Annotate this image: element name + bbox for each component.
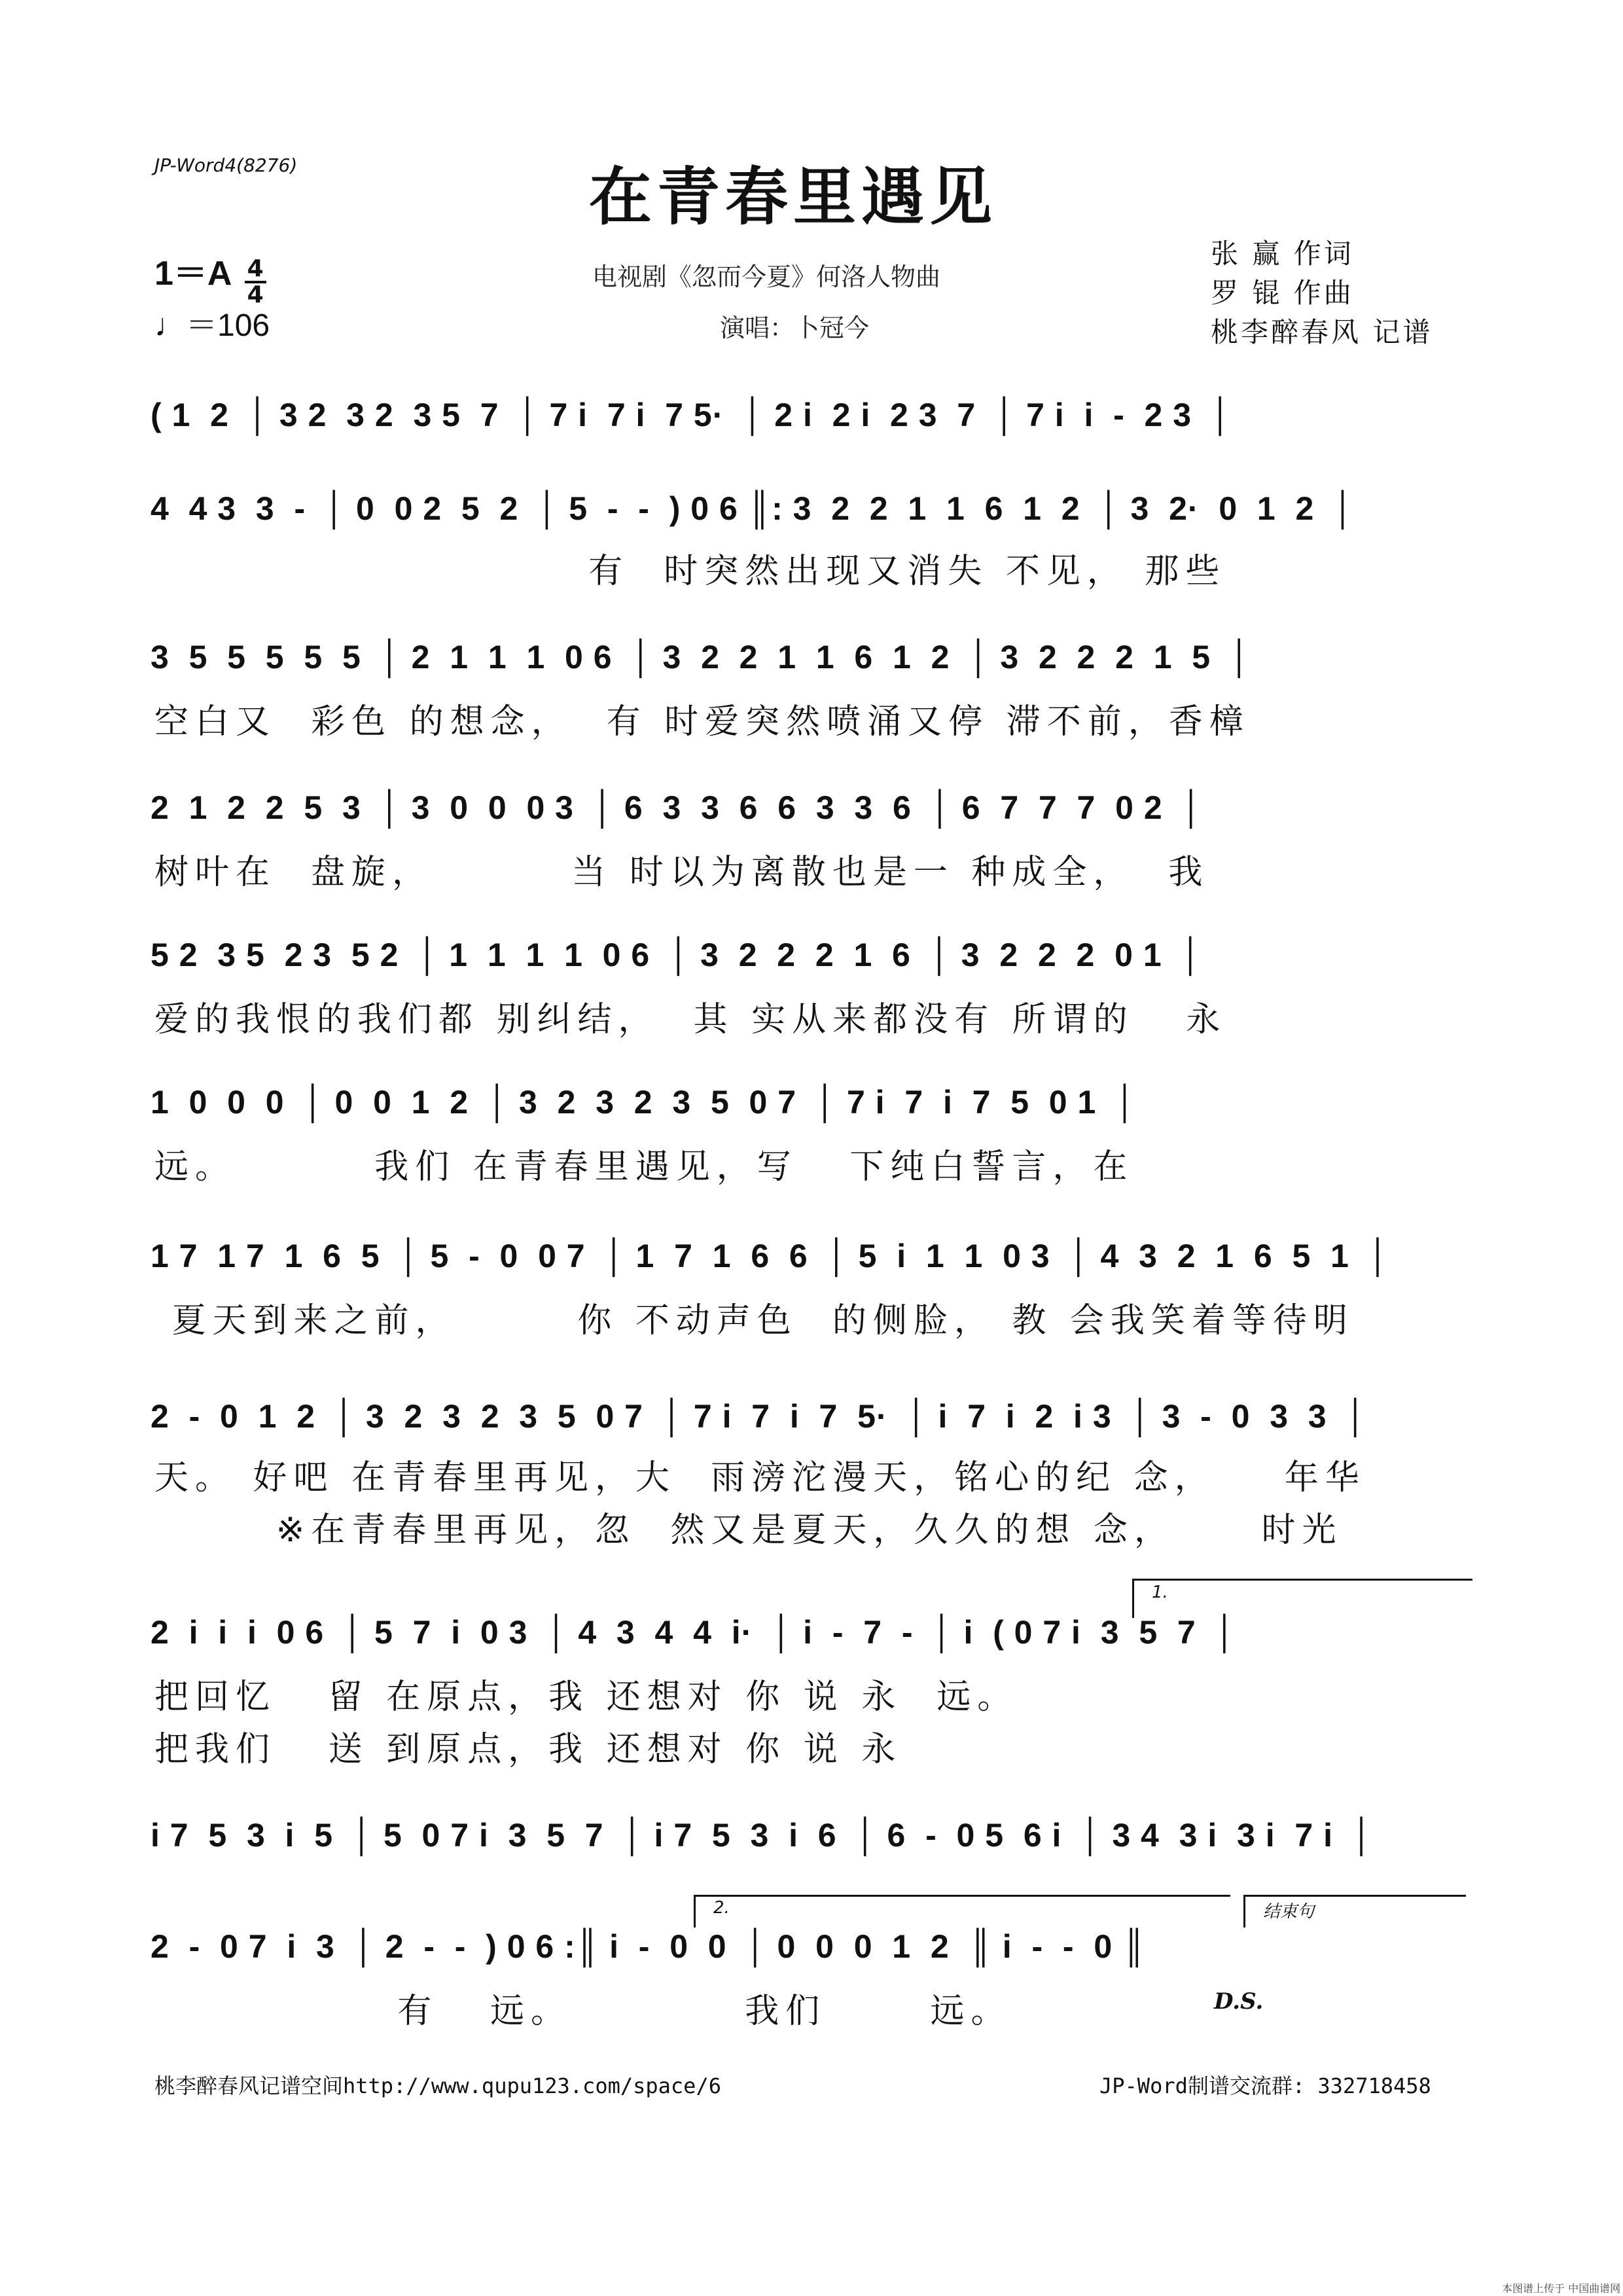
- staff-line-9: 2 i i i 0 6 │ 5 7 i 0 3 │ 4 3 4 4 i· │ i - 7 - │ i ( 0 7 i 3 5 7 │: [151, 1614, 1237, 1651]
- coda-left: [1243, 1895, 1245, 1928]
- staff-line-10: i 7 5 3 i 5 │ 5 0 7 i 3 5 7 │ i 7 5 3 i 6 │ 6 - 0 5 6 i │ 3 4 3 i 3 i 7 i │: [151, 1817, 1374, 1854]
- footer-right: JP-Word制谱交流群: 332718458: [1099, 2073, 1431, 2098]
- staff-line-8: 2 - 0 1 2 │ 3 2 3 2 3 5 0 7 │ 7 i 7 i 7 5· │ i 7 i 2 i 3 │ 3 - 0 3 3 │: [151, 1398, 1368, 1435]
- singer: 演唱：卜冠今: [720, 314, 870, 342]
- key-signature: [154, 245, 266, 307]
- lyric-line-8b: ※在青春里再见，忽 然又是夏天，久久的想 念， 时光: [154, 1511, 1343, 1550]
- volta-2-label: 2.: [713, 1898, 730, 1918]
- quarter-note-icon: ♩: [154, 308, 186, 343]
- lyric-line-3: 空白又 彩色 的想念， 有 时爱突然喷涌又停 滞不前，香樟: [154, 702, 1250, 742]
- lyric-line-9a: 把回忆 留 在原点，我 还想对 你 说 永 远。: [154, 1677, 1018, 1717]
- tempo-marking: [154, 300, 270, 345]
- upload-stamp: 本图谱上传于 中国曲谱网: [1502, 2282, 1621, 2295]
- volta-1-label: 1.: [1152, 1583, 1168, 1602]
- lyric-line-8a: 天。 好吧 在青春里再见，大 雨滂沱漫天，铭心的纪 念， 年华: [154, 1458, 1366, 1498]
- tempo-value: ＝106: [186, 308, 270, 343]
- lyric-line-11: 有 远。 我们 远。: [154, 1992, 1012, 2031]
- composer-credit: 罗 锟 作曲: [1211, 277, 1354, 309]
- lyric-line-7: 夏天到来之前， 你 不动声色 的侧脸， 教 会我笑着等待明: [154, 1301, 1354, 1340]
- staff-line-7: 1 7 1 7 1 6 5 │ 5 - 0 0 7 │ 1 7 1 6 6 │ 5 i 1 1 0 3 │ 4 3 2 1 6 5 1 │: [151, 1238, 1390, 1274]
- lyricist-credit: 张 赢 作词: [1211, 238, 1354, 270]
- page-title: 在青春里遇见: [589, 160, 997, 234]
- volta-2-left: [694, 1895, 696, 1928]
- coda-label: 结束句: [1263, 1902, 1315, 1922]
- time-numerator: 4: [245, 257, 266, 283]
- software-label: JP-Word4(8276): [154, 154, 298, 176]
- volta-1-bracket: [1132, 1579, 1472, 1581]
- lyric-line-4: 树叶在 盘旋， 当 时以为离散也是一 种成全， 我: [154, 853, 1209, 892]
- lyric-line-9b: 把我们 送 到原点，我 还想对 你 说 永: [154, 1730, 902, 1769]
- staff-line-2: 4 4 3 3 - │ 0 0 2 5 2 │ 5 - - ) 0 6 ║: 3 2 2 1 1 6 1 2 │ 3 2· 0 1 2 │: [151, 490, 1355, 527]
- key-label: 1＝A: [154, 255, 232, 293]
- coda-bracket: [1243, 1895, 1466, 1897]
- transcriber-credit: 桃李醉春风 记谱: [1211, 316, 1433, 348]
- lyric-line-6: 远。 我们 在青春里遇见，写 下纯白誓言，在: [154, 1147, 1134, 1187]
- staff-line-11: 2 - 0 7 i 3 │ 2 - - ) 0 6 :║ i - 0 0 │ 0 0 0 1 2 ║ i - - 0 ║: [151, 1928, 1147, 1965]
- volta-2-bracket: [694, 1895, 1230, 1897]
- subtitle: 电视剧《忽而今夏》何洛人物曲: [592, 262, 941, 291]
- volta-1-left: [1132, 1579, 1134, 1618]
- staff-line-3: 3 5 5 5 5 5 │ 2 1 1 1 0 6 │ 3 2 2 1 1 6 1 2 │ 3 2 2 2 1 5 │: [151, 639, 1252, 675]
- staff-line-6: 1 0 0 0 │ 0 0 1 2 │ 3 2 3 2 3 5 0 7 │ 7 i 7 i 7 5 0 1 │: [151, 1084, 1137, 1121]
- staff-line-4: 2 1 2 2 5 3 │ 3 0 0 0 3 │ 6 3 3 6 6 3 3 6 │ 6 7 7 7 0 2 │: [151, 789, 1204, 826]
- lyric-line-5: 爱的我恨的我们都 别纠结， 其 实从来都没有 所谓的 永: [154, 1000, 1227, 1039]
- staff-line-1: ( 1 2 │ 3 2 3 2 3 5 7 │ 7 i 7 i 7 5· │ 2 i 2 i 2 3 7 │ 7 i i - 2 3 │: [151, 397, 1233, 433]
- lyric-line-2: 有 时突然出现又消失 不见， 那些: [154, 552, 1226, 591]
- footer-left: 桃李醉春风记谱空间http://www.qupu123.com/space/6: [154, 2073, 721, 2098]
- ds-mark: D.S.: [1214, 1988, 1264, 2015]
- time-denominator: 4: [247, 281, 264, 308]
- staff-line-5: 5 2 3 5 2 3 5 2 │ 1 1 1 1 0 6 │ 3 2 2 2 1 6 │ 3 2 2 2 0 1 │: [151, 937, 1203, 973]
